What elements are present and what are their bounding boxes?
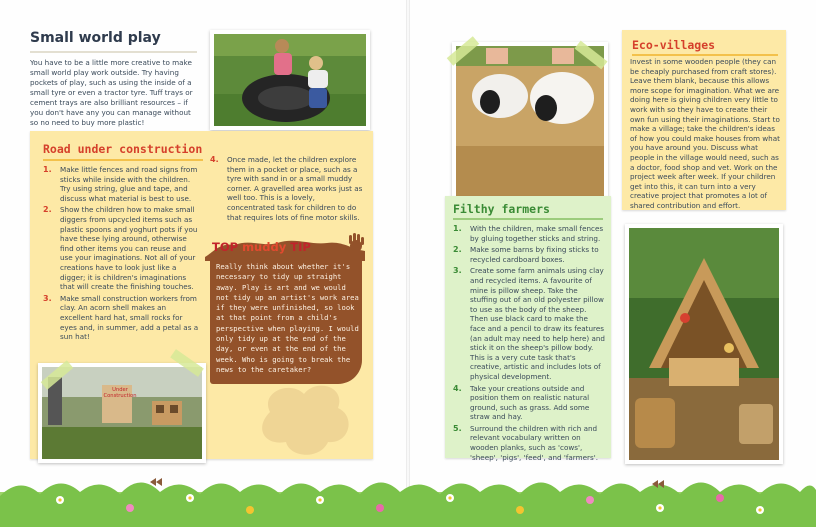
- step-text: Create some farm animals using clay and recycled items. A favourite of mine is pillow sheep. Take the stuffing out of an old polyester pillow to use as the body of the sheep. Then use black card to make the face and a pencil to draw its features (an adult may need to help here) and stick it on the sheep's pillow body. This is a very cute task that's creative, artistic and includes lots of physical development.: [470, 266, 605, 381]
- tip-label-tip: TIP: [290, 240, 311, 254]
- step-number: 1.: [453, 224, 462, 233]
- step-number: 4.: [210, 155, 219, 164]
- step-text: Make some barns by fixing sticks to recycled cardboard boxes.: [470, 245, 599, 264]
- page-title: Small world play: [30, 30, 161, 46]
- tip-label-muddy: muddy: [242, 240, 287, 254]
- farm-step: [453, 424, 605, 462]
- step-text: Take your creations outside and position them on realistic natural ground, such as grass. Add some straw and hay.: [470, 383, 590, 422]
- farm-title-underline: [453, 218, 603, 220]
- eco-text: Invest in some wooden people (they can be cheaply purchased from craft stores). Leave them blank, because this allows more scope for imagination. What we are doing here is giving children very little to work with so they have to create their own fun using their imaginations. Start to make a village; take the children's ideas of how you could make houses from what you have around you. Discuss what people in the village would need, such as a doctor, food shop and vet. Work on the project week after week. If your children get into this, it can turn into a very creative project that promotes a lot of shared contribution and effort.: [630, 57, 780, 210]
- intro-paragraph: You have to be a little more creative to make small world play work outside. Try having pockets of play, such as using the inside of a small tyre or even a tractor tyre. Tuff trays or cement trays are also brilliant resources – if you don't have any you can manage without so no need to buy more plastic!: [30, 58, 193, 127]
- step-number: 2.: [453, 245, 462, 255]
- filthy-farmers-card: [445, 196, 611, 462]
- step-text: Make little fences and road signs from sticks while inside with the children. Try using string, glue and tape, and discuss what material is best to use.: [60, 165, 198, 203]
- step-number: 5.: [453, 423, 462, 433]
- step-text: Show the children how to make small diggers from upcycled items such as plastic spoons and yoghurt pots if you have these lying around, otherwise find other items you can reuse and use your imaginations. Not all of your creations have to look just like a digger; it is children's imaginations that will create the finishing touches.: [60, 205, 198, 292]
- farm-step: [453, 224, 605, 243]
- step-text: Make small construction workers from clay. An acorn shell makes an excellent hard hat, small rocks for eyes and, in summer, add a petal as a sun hat!: [60, 293, 199, 342]
- step-number: 4.: [453, 383, 462, 393]
- farm-step: [453, 384, 605, 422]
- photo-pillow-sheep: [452, 42, 608, 200]
- step-number: 2.: [43, 205, 52, 215]
- meadow-footer-illustration: [0, 470, 816, 527]
- step-text: Surround the children with rich and relevant vocabulary written on wooden planks, such as 'cows', 'sheep', 'pigs', 'feed', and 'farmers'.: [470, 423, 599, 462]
- step-number: 3.: [43, 293, 52, 303]
- eco-card-title: Eco-villages: [632, 38, 716, 52]
- eco-title-underline: [632, 54, 778, 56]
- farm-card-title: Filthy farmers: [453, 202, 550, 216]
- tip-label-top: TOP: [212, 240, 239, 254]
- farm-steps: [453, 224, 605, 464]
- tip-text: Really think about whether it's necessary to tidy up straight away. Play is art and we would not tidy up an artist's work area if they were unfinished, so look at that point from a child's perspective when playing. I would only tidy up at the end of the day, or even at the end of the week. Who is going to break the news to the caretaker?: [216, 262, 359, 374]
- photo-eco-village: [625, 224, 783, 464]
- farm-step: [453, 245, 605, 264]
- step-number: 3.: [453, 266, 462, 276]
- step-text: Once made, let the children explore them in a pocket or place, such as a tyre with sand in or a small muddy corner. A gravelled area works just as well too. This is a lovely, concentrated task for children to do that requires lots of fine motor skills.: [227, 155, 363, 222]
- sign-text: Under Construction: [103, 387, 137, 399]
- road-card-title: Road under construction: [43, 142, 203, 156]
- step-text: With the children, make small fences by gluing together sticks and string.: [470, 224, 604, 243]
- farm-step: [453, 266, 605, 381]
- step-number: 1.: [43, 165, 52, 174]
- eco-villages-card: [622, 30, 786, 210]
